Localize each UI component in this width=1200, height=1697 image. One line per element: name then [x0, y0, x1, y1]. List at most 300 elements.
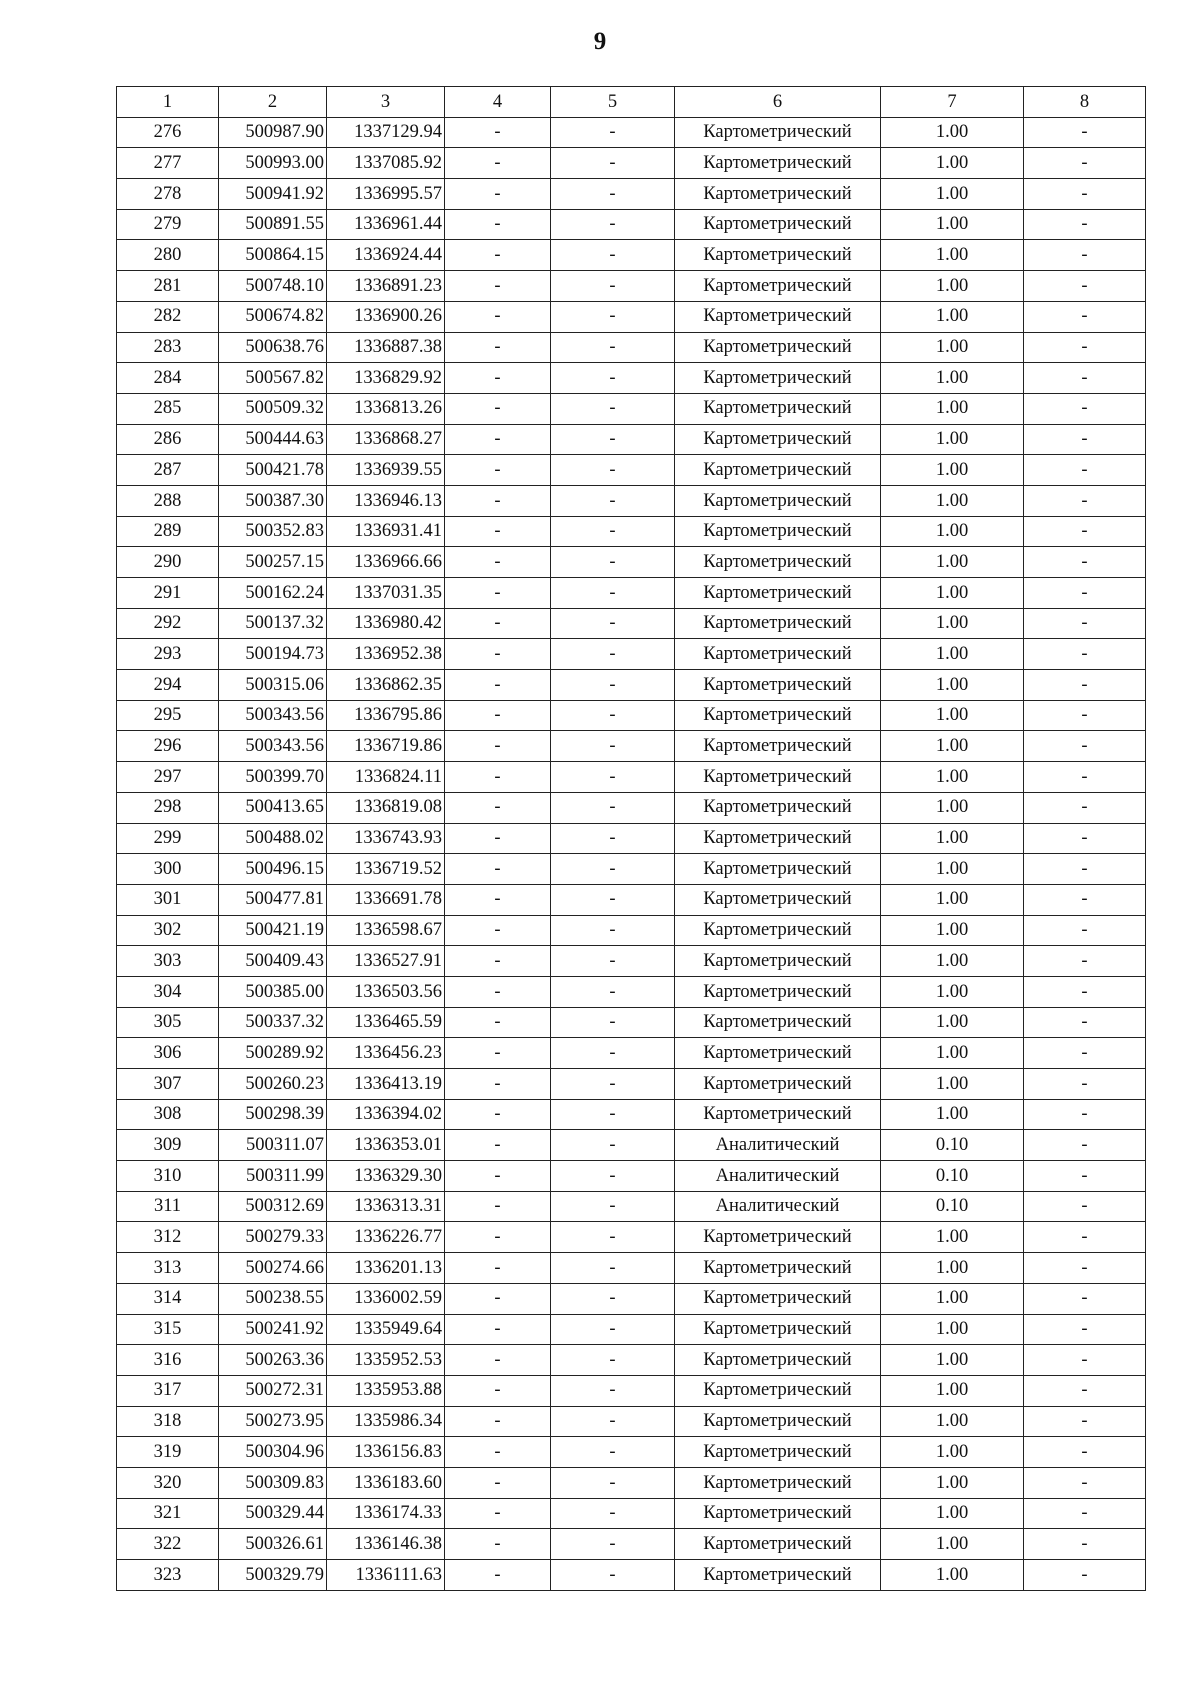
table-cell: 500194.73 [219, 639, 327, 670]
table-cell: 1.00 [881, 1498, 1024, 1529]
table-row [117, 608, 1146, 639]
table-cell: 1.00 [881, 731, 1024, 762]
table-cell: - [1024, 578, 1146, 609]
table-cell: 276 [117, 117, 219, 148]
table-cell: Картометрический [675, 485, 881, 516]
table-cell: - [551, 1529, 675, 1560]
table-cell: - [445, 1069, 551, 1100]
table-cell: Картометрический [675, 424, 881, 455]
table-cell: - [445, 117, 551, 148]
table-cell: - [551, 1069, 675, 1100]
table-cell: Картометрический [675, 731, 881, 762]
table-cell: - [551, 700, 675, 731]
header-cell: 4 [445, 87, 551, 118]
table-cell: 289 [117, 516, 219, 547]
table-cell: 1336946.13 [327, 485, 445, 516]
table-cell: 322 [117, 1529, 219, 1560]
table-row [117, 209, 1146, 240]
table-cell: 500409.43 [219, 946, 327, 977]
table-cell: Картометрический [675, 1467, 881, 1498]
table-cell: - [445, 1529, 551, 1560]
table-cell: Картометрический [675, 209, 881, 240]
table-row [117, 731, 1146, 762]
table-cell: - [445, 148, 551, 179]
table-cell: 500509.32 [219, 393, 327, 424]
table-cell: - [1024, 148, 1146, 179]
table-cell: - [1024, 179, 1146, 210]
table-cell: 1336226.77 [327, 1222, 445, 1253]
table-cell: 1336939.55 [327, 455, 445, 486]
table-cell: - [445, 670, 551, 701]
table-cell: 1.00 [881, 1437, 1024, 1468]
table-cell: - [445, 209, 551, 240]
table-cell: 317 [117, 1375, 219, 1406]
header-cell: 5 [551, 87, 675, 118]
table-cell: 1.00 [881, 455, 1024, 486]
table-cell: 1335953.88 [327, 1375, 445, 1406]
table-cell: 500674.82 [219, 301, 327, 332]
table-cell: 1336952.38 [327, 639, 445, 670]
table-header-row [117, 87, 1146, 118]
table-cell: - [551, 639, 675, 670]
table-cell: Картометрический [675, 578, 881, 609]
table-cell: - [1024, 1467, 1146, 1498]
table-cell: - [1024, 1191, 1146, 1222]
table-cell: Картометрический [675, 1069, 881, 1100]
table-cell: - [1024, 670, 1146, 701]
table-cell: - [551, 1437, 675, 1468]
table-cell: 1336862.35 [327, 670, 445, 701]
table-cell: - [551, 485, 675, 516]
table-row [117, 1099, 1146, 1130]
table-cell: 1.00 [881, 762, 1024, 793]
table-cell: - [1024, 1406, 1146, 1437]
table-cell: 500477.81 [219, 884, 327, 915]
table-cell: - [1024, 1314, 1146, 1345]
table-cell: Картометрический [675, 854, 881, 885]
table-cell: - [551, 884, 675, 915]
table-cell: - [1024, 1498, 1146, 1529]
table-row [117, 271, 1146, 302]
table-cell: - [551, 915, 675, 946]
table-row [117, 854, 1146, 885]
table-cell: 1.00 [881, 1069, 1024, 1100]
table-cell: 1336527.91 [327, 946, 445, 977]
table-cell: 1336813.26 [327, 393, 445, 424]
table-cell: 300 [117, 854, 219, 885]
table-cell: Картометрический [675, 1222, 881, 1253]
table-cell: Картометрический [675, 792, 881, 823]
table-cell: 1336456.23 [327, 1038, 445, 1069]
table-cell: - [1024, 1437, 1146, 1468]
table-cell: 1.00 [881, 117, 1024, 148]
table-cell: Картометрический [675, 823, 881, 854]
table-cell: 500312.69 [219, 1191, 327, 1222]
table-cell: 500993.00 [219, 148, 327, 179]
table-cell: 500337.32 [219, 1007, 327, 1038]
table-cell: Картометрический [675, 1437, 881, 1468]
table-cell: 1336353.01 [327, 1130, 445, 1161]
table-cell: - [551, 363, 675, 394]
table-cell: - [445, 578, 551, 609]
table-cell: 1336719.52 [327, 854, 445, 885]
table-cell: 1335986.34 [327, 1406, 445, 1437]
table-cell: 299 [117, 823, 219, 854]
table-cell: 1.00 [881, 209, 1024, 240]
table-cell: - [1024, 762, 1146, 793]
table-row [117, 240, 1146, 271]
table-cell: 306 [117, 1038, 219, 1069]
table-cell: - [551, 209, 675, 240]
table-cell: 500987.90 [219, 117, 327, 148]
table-body [117, 117, 1146, 1590]
table-cell: 1337031.35 [327, 578, 445, 609]
table-cell: 1.00 [881, 1007, 1024, 1038]
table-row [117, 179, 1146, 210]
table-cell: 304 [117, 976, 219, 1007]
table-cell: 1336829.92 [327, 363, 445, 394]
table-cell: 1.00 [881, 332, 1024, 363]
table-cell: - [551, 823, 675, 854]
table-cell: - [551, 516, 675, 547]
table-cell: 302 [117, 915, 219, 946]
table-cell: - [445, 1007, 551, 1038]
table-row [117, 976, 1146, 1007]
table-cell: Картометрический [675, 976, 881, 1007]
table-row [117, 1130, 1146, 1161]
table-cell: Картометрический [675, 301, 881, 332]
table-cell: - [445, 976, 551, 1007]
page-number: 9 [593, 28, 607, 55]
table-cell: - [445, 1222, 551, 1253]
table-cell: 1336329.30 [327, 1161, 445, 1192]
table-cell: - [1024, 516, 1146, 547]
table-cell: 500488.02 [219, 823, 327, 854]
table-cell: - [1024, 854, 1146, 885]
table-cell: 1.00 [881, 854, 1024, 885]
table-cell: - [445, 731, 551, 762]
table-cell: 1336465.59 [327, 1007, 445, 1038]
table-cell: - [445, 1498, 551, 1529]
table-cell: Картометрический [675, 455, 881, 486]
table-cell: - [1024, 1375, 1146, 1406]
table-cell: 318 [117, 1406, 219, 1437]
table-cell: 1.00 [881, 393, 1024, 424]
table-cell: 1336980.42 [327, 608, 445, 639]
table-cell: 1.00 [881, 363, 1024, 394]
table-cell: 312 [117, 1222, 219, 1253]
table-row [117, 1314, 1146, 1345]
table-row [117, 700, 1146, 731]
table-cell: 293 [117, 639, 219, 670]
table-cell: 1.00 [881, 823, 1024, 854]
table-cell: 315 [117, 1314, 219, 1345]
table-cell: - [551, 1560, 675, 1591]
table-row [117, 1161, 1146, 1192]
table-row [117, 1406, 1146, 1437]
table-cell: Картометрический [675, 639, 881, 670]
table-cell: 500304.96 [219, 1437, 327, 1468]
table-row [117, 547, 1146, 578]
table-cell: 280 [117, 240, 219, 271]
table-cell: 500137.32 [219, 608, 327, 639]
table-cell: 500352.83 [219, 516, 327, 547]
table-cell: 1.00 [881, 547, 1024, 578]
table-cell: - [551, 1130, 675, 1161]
table-cell: 500638.76 [219, 332, 327, 363]
table-row [117, 393, 1146, 424]
table-cell: 1336868.27 [327, 424, 445, 455]
table-cell: 500257.15 [219, 547, 327, 578]
table-cell: 1336002.59 [327, 1283, 445, 1314]
table-cell: 500748.10 [219, 271, 327, 302]
table-cell: 0.10 [881, 1161, 1024, 1192]
table-cell: - [445, 240, 551, 271]
table-cell: 313 [117, 1253, 219, 1284]
table-cell: - [445, 1314, 551, 1345]
table-cell: 290 [117, 547, 219, 578]
table-cell: 1336598.67 [327, 915, 445, 946]
table-cell: - [551, 731, 675, 762]
table-cell: - [1024, 1283, 1146, 1314]
table-cell: 1336174.33 [327, 1498, 445, 1529]
table-cell: 500272.31 [219, 1375, 327, 1406]
table-cell: - [1024, 1529, 1146, 1560]
table-cell: - [1024, 485, 1146, 516]
table-cell: - [445, 1375, 551, 1406]
table-row [117, 332, 1146, 363]
table-row [117, 1560, 1146, 1591]
table-cell: 1336691.78 [327, 884, 445, 915]
table-cell: - [445, 915, 551, 946]
table-cell: 323 [117, 1560, 219, 1591]
table-cell: 1337085.92 [327, 148, 445, 179]
table-cell: 1.00 [881, 976, 1024, 1007]
table-cell: - [1024, 608, 1146, 639]
table-cell: - [551, 301, 675, 332]
table-cell: 320 [117, 1467, 219, 1498]
table-cell: - [1024, 884, 1146, 915]
table-cell: 500309.83 [219, 1467, 327, 1498]
table-cell: 1.00 [881, 1099, 1024, 1130]
table-cell: 500421.78 [219, 455, 327, 486]
table-cell: - [1024, 1069, 1146, 1100]
table-cell: 1.00 [881, 1467, 1024, 1498]
table-cell: - [445, 455, 551, 486]
table-cell: Аналитический [675, 1161, 881, 1192]
table-cell: 1.00 [881, 271, 1024, 302]
table-cell: 279 [117, 209, 219, 240]
table-cell: - [1024, 1345, 1146, 1376]
table-cell: 1.00 [881, 148, 1024, 179]
table-cell: Картометрический [675, 608, 881, 639]
table-cell: 0.10 [881, 1191, 1024, 1222]
table-row [117, 946, 1146, 977]
table-cell: - [445, 1283, 551, 1314]
table-cell: Картометрический [675, 762, 881, 793]
table-cell: 1.00 [881, 608, 1024, 639]
table-row [117, 1222, 1146, 1253]
table-cell: 500311.07 [219, 1130, 327, 1161]
table-cell: 1336995.57 [327, 179, 445, 210]
table-row [117, 455, 1146, 486]
table-cell: Картометрический [675, 1099, 881, 1130]
table-row [117, 1437, 1146, 1468]
table-cell: - [1024, 731, 1146, 762]
table-cell: - [1024, 547, 1146, 578]
table-cell: 1.00 [881, 1560, 1024, 1591]
table-cell: - [1024, 393, 1146, 424]
table-row [117, 516, 1146, 547]
table-cell: 1.00 [881, 516, 1024, 547]
table-cell: Картометрический [675, 516, 881, 547]
table-cell: Картометрический [675, 700, 881, 731]
table-row [117, 363, 1146, 394]
table-cell: - [551, 271, 675, 302]
table-cell: - [551, 1498, 675, 1529]
table-cell: 1.00 [881, 884, 1024, 915]
table-cell: - [445, 363, 551, 394]
table-cell: Картометрический [675, 1314, 881, 1345]
table-cell: 1336156.83 [327, 1437, 445, 1468]
table-cell: 500399.70 [219, 762, 327, 793]
table-cell: 1336924.44 [327, 240, 445, 271]
table-cell: 1336795.86 [327, 700, 445, 731]
table-cell: - [1024, 332, 1146, 363]
table-cell: Картометрический [675, 148, 881, 179]
table-cell: 1335952.53 [327, 1345, 445, 1376]
table-cell: 1.00 [881, 670, 1024, 701]
table-cell: 287 [117, 455, 219, 486]
table-cell: - [1024, 1253, 1146, 1284]
table-row [117, 424, 1146, 455]
table-cell: - [1024, 1099, 1146, 1130]
table-cell: - [445, 1345, 551, 1376]
table-cell: - [551, 1007, 675, 1038]
table-cell: 1336313.31 [327, 1191, 445, 1222]
table-cell: Картометрический [675, 1253, 881, 1284]
table-cell: - [551, 762, 675, 793]
table-cell: 500298.39 [219, 1099, 327, 1130]
table-cell: - [445, 1038, 551, 1069]
table-cell: Картометрический [675, 1283, 881, 1314]
table-cell: 1336961.44 [327, 209, 445, 240]
table-cell: - [445, 547, 551, 578]
table-cell: Картометрический [675, 1038, 881, 1069]
table-cell: 311 [117, 1191, 219, 1222]
table-cell: - [1024, 1007, 1146, 1038]
table-cell: 310 [117, 1161, 219, 1192]
table-cell: 1336966.66 [327, 547, 445, 578]
table-cell: - [445, 946, 551, 977]
table-row [117, 148, 1146, 179]
table-cell: - [1024, 946, 1146, 977]
table-cell: 316 [117, 1345, 219, 1376]
table-cell: 500567.82 [219, 363, 327, 394]
table-cell: 284 [117, 363, 219, 394]
table-cell: 298 [117, 792, 219, 823]
table-cell: - [1024, 976, 1146, 1007]
table-cell: - [551, 393, 675, 424]
table-row [117, 1007, 1146, 1038]
table-cell: - [551, 1222, 675, 1253]
table-cell: - [445, 485, 551, 516]
table-cell: - [445, 179, 551, 210]
table-cell: 500891.55 [219, 209, 327, 240]
table-cell: - [551, 976, 675, 1007]
table-cell: - [445, 762, 551, 793]
table-cell: 1.00 [881, 301, 1024, 332]
table-cell: - [551, 455, 675, 486]
table-cell: 1.00 [881, 1375, 1024, 1406]
table-cell: 321 [117, 1498, 219, 1529]
table-row [117, 1191, 1146, 1222]
table-cell: - [551, 670, 675, 701]
header-cell: 7 [881, 87, 1024, 118]
table-cell: 500241.92 [219, 1314, 327, 1345]
table-cell: 319 [117, 1437, 219, 1468]
table-cell: Картометрический [675, 179, 881, 210]
table-cell: - [1024, 1560, 1146, 1591]
table-cell: - [551, 1345, 675, 1376]
table-row [117, 792, 1146, 823]
table-cell: 1336503.56 [327, 976, 445, 1007]
table-cell: - [551, 578, 675, 609]
table-cell: 1336719.86 [327, 731, 445, 762]
table-cell: 1.00 [881, 1253, 1024, 1284]
table-cell: 1336201.13 [327, 1253, 445, 1284]
table-cell: - [1024, 1038, 1146, 1069]
table-cell: - [445, 884, 551, 915]
table-cell: - [1024, 1222, 1146, 1253]
table-cell: - [445, 639, 551, 670]
table-row [117, 1253, 1146, 1284]
table-cell: 1336183.60 [327, 1467, 445, 1498]
header-cell: 1 [117, 87, 219, 118]
table-cell: - [1024, 700, 1146, 731]
table-cell: 303 [117, 946, 219, 977]
table-cell: - [551, 332, 675, 363]
table-cell: - [1024, 301, 1146, 332]
table-cell: 500274.66 [219, 1253, 327, 1284]
header-cell: 2 [219, 87, 327, 118]
table-cell: Картометрический [675, 332, 881, 363]
table-cell: - [551, 1283, 675, 1314]
table-cell: 1336824.11 [327, 762, 445, 793]
table-cell: 291 [117, 578, 219, 609]
table-cell: 307 [117, 1069, 219, 1100]
table-cell: 1337129.94 [327, 117, 445, 148]
table-cell: 288 [117, 485, 219, 516]
table-cell: 1.00 [881, 578, 1024, 609]
table-cell: 500385.00 [219, 976, 327, 1007]
table-cell: - [1024, 792, 1146, 823]
table-cell: - [551, 179, 675, 210]
table-row [117, 1283, 1146, 1314]
table-cell: 500496.15 [219, 854, 327, 885]
table-cell: Картометрический [675, 1498, 881, 1529]
table-row [117, 485, 1146, 516]
table-cell: Картометрический [675, 1529, 881, 1560]
table-cell: 1336900.26 [327, 301, 445, 332]
table-cell: Картометрический [675, 1345, 881, 1376]
table-cell: Картометрический [675, 393, 881, 424]
table-cell: 1.00 [881, 485, 1024, 516]
table-row [117, 884, 1146, 915]
table-cell: - [445, 1253, 551, 1284]
table-cell: 500162.24 [219, 578, 327, 609]
table-cell: 1.00 [881, 240, 1024, 271]
